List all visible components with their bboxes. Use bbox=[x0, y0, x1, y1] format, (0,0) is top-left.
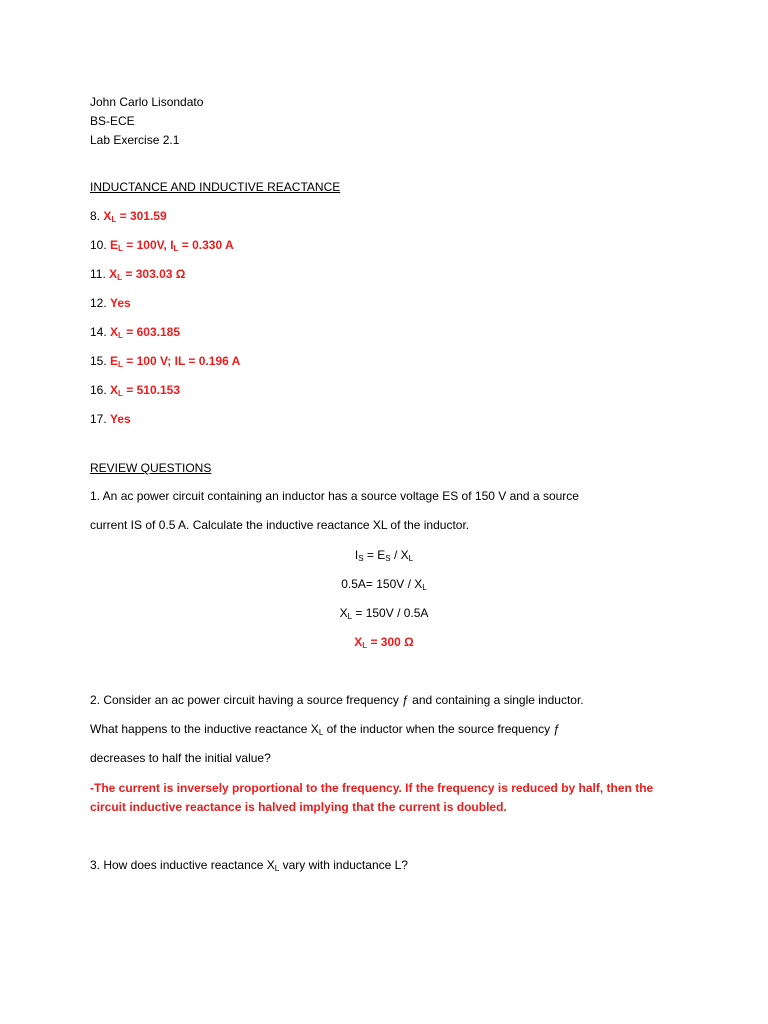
answer-8: 8. $X_L = 301.59$ bbox=[90, 209, 167, 224]
answer-14: 14. $X_L = 603.185$ bbox=[90, 325, 180, 340]
equation-2: $0.5A= 150V / X_L$ bbox=[341, 577, 427, 592]
exercise-title: Lab Exercise 2.1 bbox=[90, 133, 180, 147]
answer-15: 15. $E_L = 100$ V; IL = 0.196 A bbox=[90, 354, 241, 369]
question-2-line-3: decreases to half the initial value? bbox=[90, 751, 271, 765]
answer-12: 12. Yes bbox=[90, 296, 131, 310]
equation-3: $X_L = 150V / 0.5A$ bbox=[339, 606, 429, 621]
course: BS-ECE bbox=[90, 114, 135, 128]
student-name: John Carlo Lisondato bbox=[90, 95, 204, 109]
equation-1: $I_S = E_S / X_L$ bbox=[354, 548, 414, 563]
question-1-line-1: 1. An ac power circuit containing an inductor has a source voltage ES of 150 V and a source bbox=[90, 489, 579, 503]
section-title-inductance: INDUCTANCE AND INDUCTIVE REACTANCE bbox=[90, 180, 341, 194]
question-3: 3. How does inductive reactance $X_L$ vary with inductance L? bbox=[90, 858, 408, 873]
question-2-line-1: 2. Consider an ac power circuit having a source frequency ƒ and containing a single inductor. bbox=[90, 693, 584, 707]
question-1-line-2: current IS of 0.5 A. Calculate the inductive reactance XL of the inductor. bbox=[90, 518, 470, 532]
section-title-review: REVIEW QUESTIONS bbox=[90, 461, 212, 475]
question-2-answer: -The current is inversely proportional to the frequency. If the frequency is reduced by half, then the circuit inductive reactance is halved implying that the current is doubled. bbox=[90, 781, 654, 814]
answer-11: 11. $X_L = 303.03$ Ω bbox=[90, 267, 186, 282]
answer-10: 10. $E_L = 100V$, $I_L = 0.330$ A bbox=[90, 238, 234, 253]
question-2-line-2: What happens to the inductive reactance $X_L$ of the inductor when the source frequency ƒ bbox=[90, 722, 561, 737]
equation-4-answer: $X_L = 300$ Ω bbox=[354, 635, 414, 650]
answer-17: 17. Yes bbox=[90, 412, 131, 426]
answer-16: 16. $X_L = 510.153$ bbox=[90, 383, 180, 398]
